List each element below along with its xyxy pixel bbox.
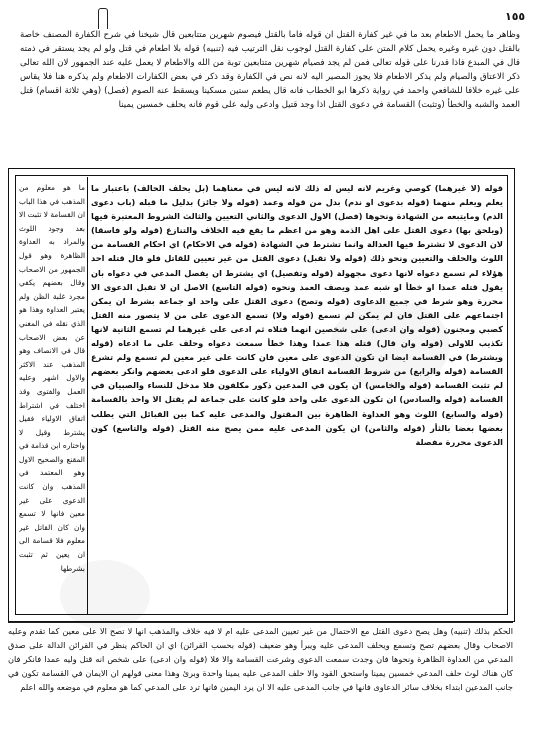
bottom-commentary: الحكم بذلك (تنبيه) وهل يصح دعوى القتل مع الاحتمال من غير تعيين المدعى عليه ام لا فيه خلاف والمذهب انها لا تصح الا على معين كما تقدم وعليه الاصحاب وقال بعضهم تصح وتسمع ويحلف المدعى عليه ويبرأ وهو ضعيف (قوله بحسب القرائن) اي ان الحاكم ينظر في القرائن الدالة على صدق المدعي من العداوة الظاهرة ونحوها فان وجدت سمعت الدعوى وشرعت القسامة والا فلا (قوله وان ادعى) على شخص انه قتل وليه عمدا فانكر فان كان هناك لوث حلف المدعي خمسين يمينا واستحق القود والا حلف المدعى عليه يمينا واحدة وبرئ وهذا معنى قولهم ان الايمان في القسامة تكون في جانب المدعين ابتداء بخلاف سائر الدعاوى فانها في جانب المدعى عليه الا ان يرد اليمين فانها ترد على المدعي كما هو معلوم في موضعه والله اعلم xyxy=(8,626,513,692)
main-text-frame xyxy=(8,168,515,622)
margin-divider xyxy=(87,177,88,615)
page-number: ١٥٥ xyxy=(505,10,526,23)
divider-rule xyxy=(8,622,513,623)
side-commentary: ما هو معلوم من المذهب في هذا الباب ان القسامة لا تثبت الا بعد وجود اللوث والمراد به العداوة الظاهرة وهو قول الجمهور من الاصحاب وقال بعضهم يكفي مجرد غلبة الظن ولم يعتبر العداوة وهذا هو الذي نقله في المغني عن بعض الاصحاب قال في الانصاف وهو المذهب عند الاكثر والاول اشهر وعليه العمل والفتوى وقد اختلف في اشتراط اتفاق الاولياء فقيل يشترط وقيل لا واختاره ابن قدامة في المقنع والصحيح الاول وهو المعتمد في المذهب وان كانت الدعوى على غير معين فانها لا تسمع وان كان القاتل غير معلوم فلا قسامة الى ان يعين ثم تثبت بشرطها xyxy=(19,183,85,573)
top-commentary: وظاهر ما يحمل الاطعام بعد ما في غير كفارة القتل ان قوله فاما بالقتل فيصوم شهرين متتابعين قال شيخنا في شرح الكفارة المصنف خاصة بالقتل دون غيره وغيره يحمل كلام المتن على كفارة القتل لوجوب نقل الترتيب فيه (تنبيه) قوله بلا اطعام في قتل ولو لم يجد يستقر في ذمته قال في المبدع فاذا قدرنا على قوله تعالى فمن لم يجد فصيام شهرين متتابعين توبة من الله والاطعام لا يعمل عليه عند الجمهور لان الله تعالى ذكر الاعتاق والصيام ولم يذكر الاطعام فلا يجوز المصير اليه لانه نص في الكفارة وقد ذكر في بعض الكفارات الاطعام ولم يذكره هنا فلا يقاس على غيره خلافا للشافعي واحمد في رواية ذكرها ابو الخطاب فانه قال يطعم ستين مسكينا ويسقط عنه الصوم (فصل) (وهي ثلاثة اقسام) قتل العمد والشبه والخطأ (وتثبت) القسامة في دعوى القتل اذا وجد قتيل وادعى وليه على قوم فانه يحلف خمسين يمينا xyxy=(20,30,520,110)
binding-fold-mark xyxy=(98,8,108,29)
main-text: قوله (لا غيرهما) كوصي وغريم لانه ليس له ذلك لانه ليس في معناهما (بل يحلف الحالف) باعتبار ما يعلم ويعلم منهما (قوله بدعوى او ندم) بدل من قوله وعمد (قوله ولا جائز) بدليل ما قبله (باب دعوى الدم) ومايتبعه من الشهادة ونحوها (فصل) الاول الدعوى والثاني التعيين والثالث الشروط المعتبرة فيها (ويلحق بها) دعوى القتل على اهل الذمة وهو من اعظم ما يقع فيه الخلاف والتنازع (قوله ولو فاسقا) لان الدعوى لا تشترط فيها العدالة وانما تشترط في الشهادة (قوله في الاحكام) اي احكام القسامة من اللوث والحلف والتعيين ونحو ذلك (قوله ولا تقبل) دعوى القتل من غير تعيين للقاتل فلو قال قتله احد هؤلاء لم تسمع دعواه لانها دعوى مجهولة (قوله وتفصيل) اي يشترط ان يفصل المدعي في دعواه بان يقول قتله عمدا او خطأ او شبه عمد ويصف العمد ونحوه (قوله التاسع) الاصل ان لا تقبل الدعوى الا محررة وهو شرط في جميع الدعاوى (قوله وتصح) دعوى القتل على واحد او جماعة بشرط ان يمكن اجتماعهم على القتل فان لم يمكن لم تسمع (قوله ولا) تسمع الدعوى على من لا يتصور منه القتل كصبي ومجنون (قوله وان ادعى) على شخصين انهما قتلاه ثم ادعى على غيرهما لم تسمع الثانية لانها تكذيب للاولى (قوله وان قال) قتله هذا عمدا وهذا خطأ سمعت دعواه وحلف على ما ادعاه (قوله ويشترط) في القسامة ايضا ان تكون الدعوى على معين فان كانت على غير معين لم تسمع ولم تشرع القسامة (قوله والرابع) من شروط القسامة اتفاق الاولياء على الدعوى فلو ادعى بعضهم وانكر بعضهم لم تثبت القسامة (قوله والخامس) ان يكون في المدعين ذكور مكلفون فلا مدخل للنساء والصبيان في القسامة (قوله والسادس) ان تكون الدعوى على واحد فلو كانت على جماعة لم يقتل الا واحد بالقسامة (قوله والسابع) اللوث وهو العداوة الظاهرة بين المقتول والمدعى عليه كما بين القبائل التي يطلب بعضها بعضا بالثأر (قوله والثامن) ان يكون المدعى عليه ممن يصح منه القتل (قوله والتاسع) كون الدعوى محررة مفصلة xyxy=(91,183,503,447)
